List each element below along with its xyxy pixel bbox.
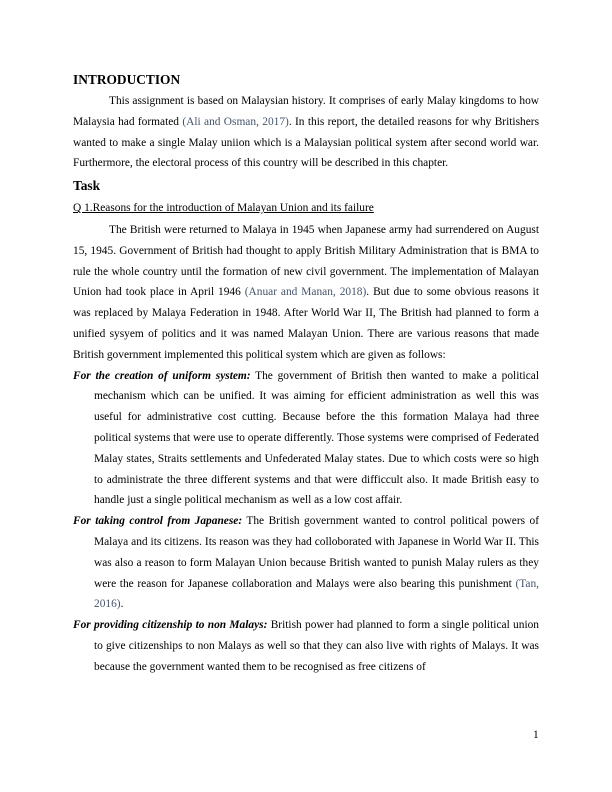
reason-lead: For taking control from Japanese:: [73, 515, 243, 528]
reason-text: The British government wanted to control political powers of Malaya and its citizens. Its reason was they had colloborated with Japanese in World War II. This was also a reason to form Malayan Union because British wanted to punish Malay rulers as they were the reason for Japanese collaboration and Malays were also bearing this punishment: [94, 515, 540, 590]
reason-text: The government of British then wanted to make a political mechanism which can be unified. It was aiming for efficient administration as well this was useful for administrative cost cutting. Because before the this formation Malaya had three political systems that were use to operate differently. Those systems were comprised of Federated Malay states, Straits settlements and Unfederated Malay states. Due to which costs were so high to administrate the three different systems and that were difficcult also. It made British easy to handle just a single political mechanism as well as a low cost affair.: [94, 369, 539, 507]
introduction-paragraph: [73, 91, 539, 174]
task-heading: Task: [73, 178, 101, 194]
task-text-1: The British were returned to Malaya in 1945 when Japanese army had surrendered on August 15, 1945. Government of British had thought to apply British Military Administration that is BMA to rule the whole country until the formation of new civil government. The implementation of Malayan Union had took place in April 1946: [73, 223, 539, 299]
introduction-heading: INTRODUCTION: [73, 72, 181, 87]
reason-item: [73, 511, 539, 615]
page-content: [73, 70, 539, 678]
citation-ali-osman: (Ali and Osman, 2017): [182, 115, 289, 128]
reason-lead: For providing citizenship to non Malays:: [73, 619, 268, 632]
intro-text-2: . In this report, the detailed reasons for why Britishers wanted to make a single Malay uniion which is a Malaysian political system after second world war. Furthermore, the electoral process of this country will be described in this chapter.: [73, 115, 540, 170]
task-text-2: . But due to some obvious reasons it was replaced by Malaya Federation in 1948. After World War II, The British had planned to form a unified sysyem of politics and it was named Malayan Union. There are various reasons that made British government implemented this political system which are given as follows:: [73, 286, 539, 361]
citation-tan: (Tan, 2016): [94, 577, 539, 611]
reason-item: [73, 366, 539, 512]
reason-item: [73, 615, 539, 677]
reason-lead: For the creation of uniform system:: [73, 369, 251, 382]
question-1-title: Q 1.Reasons for the introduction of Malayan Union and its failure: [73, 202, 374, 215]
task-paragraph: [73, 220, 539, 366]
intro-text-1: This assignment is based on Malaysian history. It comprises of early Malay kingdoms to how Malaysia had formated: [73, 95, 539, 128]
reason-text-after: .: [120, 598, 124, 611]
reason-text: British power had planned to form a single political union to give citizenships to non Malays as well so that they can also live with rights of Malays. It was because the government wanted them to be recognised as free citizens of: [94, 619, 540, 673]
page-number: 1: [533, 729, 539, 741]
citation-anuar-manan: (Anuar and Manan, 2018): [244, 286, 367, 299]
